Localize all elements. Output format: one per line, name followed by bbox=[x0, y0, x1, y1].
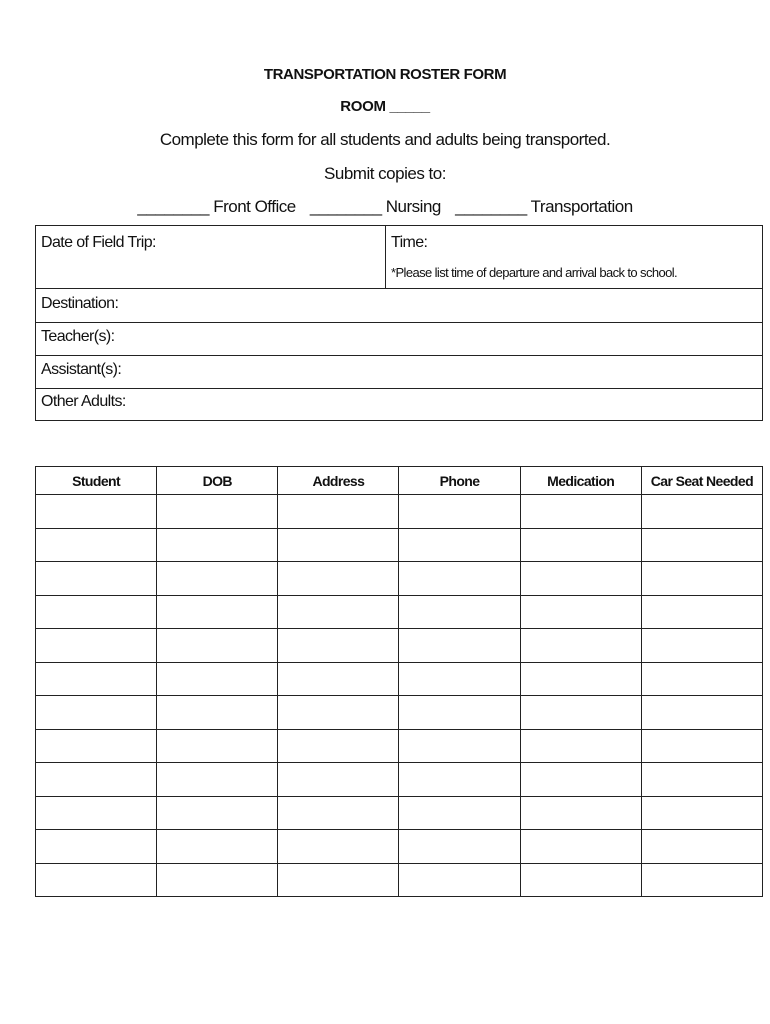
cell-student[interactable] bbox=[36, 495, 157, 529]
table-row bbox=[36, 696, 763, 730]
other-adults-row bbox=[36, 389, 762, 420]
cell-medication[interactable] bbox=[520, 763, 641, 797]
cell-car-seat-needed[interactable] bbox=[641, 696, 762, 730]
cell-address[interactable] bbox=[278, 629, 399, 663]
cell-dob[interactable] bbox=[157, 796, 278, 830]
recipient-nursing: ________ Nursing bbox=[309, 197, 441, 216]
column-header-address: Address bbox=[278, 467, 399, 495]
recipient-options bbox=[0, 197, 770, 217]
cell-car-seat-needed[interactable] bbox=[641, 528, 762, 562]
destination-row bbox=[36, 289, 762, 323]
date-of-field-trip-label: Date of Field Trip: bbox=[41, 234, 156, 251]
table-row bbox=[36, 595, 763, 629]
destination-label: Destination: bbox=[41, 295, 119, 312]
cell-address[interactable] bbox=[278, 763, 399, 797]
cell-phone[interactable] bbox=[399, 763, 520, 797]
recipient-transportation: ________ Transportation bbox=[455, 197, 633, 216]
assistants-row bbox=[36, 356, 762, 389]
form-instructions: Complete this form for all students and adults being transported. bbox=[159, 130, 611, 149]
cell-medication[interactable] bbox=[520, 796, 641, 830]
cell-phone[interactable] bbox=[399, 696, 520, 730]
cell-student[interactable] bbox=[36, 796, 157, 830]
cell-car-seat-needed[interactable] bbox=[641, 562, 762, 596]
cell-medication[interactable] bbox=[520, 662, 641, 696]
cell-dob[interactable] bbox=[157, 528, 278, 562]
submit-copies-label: Submit copies to: bbox=[324, 164, 446, 183]
cell-dob[interactable] bbox=[157, 729, 278, 763]
time-note: *Please list time of departure and arrival back to school. bbox=[391, 265, 678, 280]
cell-dob[interactable] bbox=[157, 629, 278, 663]
column-header-phone: Phone bbox=[399, 467, 520, 495]
cell-car-seat-needed[interactable] bbox=[641, 629, 762, 663]
cell-medication[interactable] bbox=[520, 562, 641, 596]
cell-address[interactable] bbox=[278, 595, 399, 629]
cell-address[interactable] bbox=[278, 662, 399, 696]
cell-car-seat-needed[interactable] bbox=[641, 729, 762, 763]
cell-phone[interactable] bbox=[399, 528, 520, 562]
table-row bbox=[36, 629, 763, 663]
cell-dob[interactable] bbox=[157, 495, 278, 529]
table-row bbox=[36, 863, 763, 897]
cell-dob[interactable] bbox=[157, 662, 278, 696]
cell-address[interactable] bbox=[278, 796, 399, 830]
cell-student[interactable] bbox=[36, 729, 157, 763]
column-header-student: Student bbox=[36, 467, 157, 495]
cell-phone[interactable] bbox=[399, 595, 520, 629]
room-field: ROOM _____ bbox=[340, 98, 430, 115]
cell-student[interactable] bbox=[36, 830, 157, 864]
cell-dob[interactable] bbox=[157, 595, 278, 629]
cell-dob[interactable] bbox=[157, 696, 278, 730]
table-row bbox=[36, 562, 763, 596]
cell-student[interactable] bbox=[36, 629, 157, 663]
cell-phone[interactable] bbox=[399, 495, 520, 529]
student-roster-table bbox=[35, 466, 763, 897]
cell-phone[interactable] bbox=[399, 830, 520, 864]
cell-medication[interactable] bbox=[520, 528, 641, 562]
cell-address[interactable] bbox=[278, 830, 399, 864]
cell-medication[interactable] bbox=[520, 696, 641, 730]
cell-student[interactable] bbox=[36, 662, 157, 696]
cell-medication[interactable] bbox=[520, 629, 641, 663]
teachers-row bbox=[36, 323, 762, 356]
assistants-label: Assistant(s): bbox=[41, 361, 122, 378]
column-header-car-seat-needed: Car Seat Needed bbox=[641, 467, 762, 495]
cell-car-seat-needed[interactable] bbox=[641, 863, 762, 897]
column-header-medication: Medication bbox=[520, 467, 641, 495]
cell-car-seat-needed[interactable] bbox=[641, 662, 762, 696]
other-adults-label: Other Adults: bbox=[41, 393, 126, 410]
form-title: TRANSPORTATION ROSTER FORM bbox=[263, 66, 507, 83]
cell-medication[interactable] bbox=[520, 495, 641, 529]
cell-student[interactable] bbox=[36, 528, 157, 562]
cell-student[interactable] bbox=[36, 696, 157, 730]
cell-car-seat-needed[interactable] bbox=[641, 796, 762, 830]
cell-phone[interactable] bbox=[399, 729, 520, 763]
table-row bbox=[36, 763, 763, 797]
cell-student[interactable] bbox=[36, 863, 157, 897]
time-label: Time: bbox=[391, 234, 428, 251]
cell-dob[interactable] bbox=[157, 863, 278, 897]
recipient-front-office: ________ Front Office bbox=[137, 197, 296, 216]
cell-car-seat-needed[interactable] bbox=[641, 763, 762, 797]
cell-phone[interactable] bbox=[399, 662, 520, 696]
cell-car-seat-needed[interactable] bbox=[641, 830, 762, 864]
cell-student[interactable] bbox=[36, 595, 157, 629]
cell-medication[interactable] bbox=[520, 863, 641, 897]
cell-dob[interactable] bbox=[157, 763, 278, 797]
cell-dob[interactable] bbox=[157, 830, 278, 864]
cell-car-seat-needed[interactable] bbox=[641, 495, 762, 529]
table-row bbox=[36, 662, 763, 696]
cell-student[interactable] bbox=[36, 562, 157, 596]
cell-address[interactable] bbox=[278, 696, 399, 730]
table-row bbox=[36, 830, 763, 864]
table-row bbox=[36, 528, 763, 562]
cell-address[interactable] bbox=[278, 495, 399, 529]
cell-phone[interactable] bbox=[399, 562, 520, 596]
table-row bbox=[36, 495, 763, 529]
cell-dob[interactable] bbox=[157, 562, 278, 596]
cell-address[interactable] bbox=[278, 562, 399, 596]
cell-phone[interactable] bbox=[399, 629, 520, 663]
column-header-dob: DOB bbox=[157, 467, 278, 495]
cell-medication[interactable] bbox=[520, 729, 641, 763]
cell-medication[interactable] bbox=[520, 595, 641, 629]
cell-address[interactable] bbox=[278, 863, 399, 897]
cell-car-seat-needed[interactable] bbox=[641, 595, 762, 629]
cell-phone[interactable] bbox=[399, 863, 520, 897]
roster-body bbox=[36, 495, 763, 897]
trip-info-box bbox=[35, 225, 763, 421]
cell-address[interactable] bbox=[278, 528, 399, 562]
cell-phone[interactable] bbox=[399, 796, 520, 830]
cell-student[interactable] bbox=[36, 763, 157, 797]
teachers-label: Teacher(s): bbox=[41, 328, 115, 345]
roster-header-row bbox=[36, 467, 763, 495]
cell-address[interactable] bbox=[278, 729, 399, 763]
cell-medication[interactable] bbox=[520, 830, 641, 864]
table-row bbox=[36, 729, 763, 763]
time-divider bbox=[385, 226, 386, 288]
trip-date-time-row bbox=[36, 226, 762, 289]
table-row bbox=[36, 796, 763, 830]
